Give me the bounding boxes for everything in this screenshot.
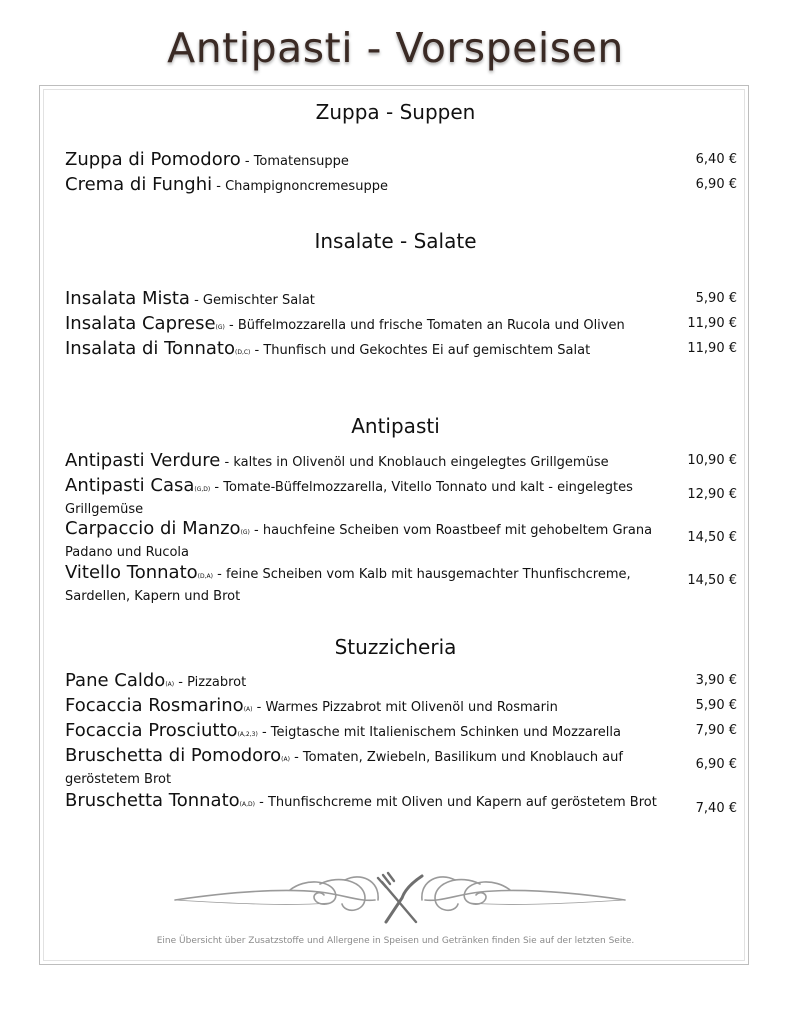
item-description: - Thunfisch und Gekochtes Ei auf gemischtem Salat [254,343,591,358]
allergen-code: (G,D) [194,486,211,493]
allergen-code: (A) [281,756,290,763]
menu-item [65,314,673,338]
item-name: Insalata Caprese [65,313,216,334]
menu-item [65,791,673,815]
cutlery-ornament-icon [170,870,630,930]
allergen-code: (A) [243,706,253,713]
allergen-code: (G) [240,529,250,536]
item-description: - feine Scheiben vom Kalb mit hausgemachter Thunfischcreme, Sardellen, Kapern und Brot [65,567,631,604]
menu-item [65,696,673,720]
item-description: - Champignoncremesuppe [216,179,388,194]
item-name: Zuppa di Pomodoro [65,149,241,170]
item-name: Bruschetta di Pomodoro [65,745,282,766]
allergen-code: (G) [215,324,225,331]
item-name: Antipasti Verdure [65,450,221,471]
item-name: Insalata di Tonnato [65,338,235,359]
menu-item [65,476,673,520]
item-price: 6,90 € [695,757,737,772]
item-price: 10,90 € [687,453,737,468]
item-description: - Tomate-Büffelmozzarella, Vitello Tonnato und kalt - eingelegtes Grillgemüse [65,480,633,517]
item-description: - Warmes Pizzabrot mit Olivenöl und Rosmarin [256,700,558,715]
item-description: - Büffelmozzarella und frische Tomaten an Rucola und Oliven [229,318,625,333]
item-price: 5,90 € [695,291,737,306]
item-price: 6,40 € [695,152,737,167]
item-price: 12,90 € [687,487,737,502]
menu-item [65,519,673,563]
menu-item [65,721,673,745]
item-price: 6,90 € [695,177,737,192]
item-price: 11,90 € [687,341,737,356]
item-name: Antipasti Casa [65,475,195,496]
item-price: 7,90 € [695,723,737,738]
menu-item [65,150,673,172]
item-name: Focaccia Rosmarino [65,695,244,716]
item-description: - Gemischter Salat [194,293,315,308]
menu-item [65,289,673,311]
section-heading-antipasti: Antipasti [351,414,440,438]
item-description: - Pizzabrot [178,675,247,690]
item-description: - Thunfischcreme mit Oliven und Kapern auf geröstetem Brot [259,795,657,810]
section-heading-stuzzicheria: Stuzzicheria [334,635,457,659]
section-heading-insalate: Insalate - Salate [314,229,477,253]
allergen-code: (D,A) [197,573,213,580]
allergen-code: (D,C) [234,349,251,356]
menu-item [65,451,673,473]
menu-item [65,671,673,695]
item-description: - Tomatensuppe [244,154,349,169]
item-name: Focaccia Prosciutto [65,720,238,741]
item-name: Bruschetta Tonnato [65,790,240,811]
item-description: - kaltes in Olivenöl und Knoblauch eingelegtes Grillgemüse [224,455,609,470]
item-price: 5,90 € [695,698,737,713]
item-price: 3,90 € [695,673,737,688]
menu-item [65,746,673,790]
item-price: 11,90 € [687,316,737,331]
item-name: Crema di Funghi [65,174,213,195]
item-name: Vitello Tonnato [65,562,198,583]
item-price: 7,40 € [695,801,737,816]
page-title: Antipasti - Vorspeisen [167,24,624,72]
item-price: 14,50 € [687,530,737,545]
item-price: 14,50 € [687,573,737,588]
menu-item [65,175,673,197]
allergen-code: (A) [165,681,175,688]
item-name: Carpaccio di Manzo [65,518,241,539]
menu-item [65,563,673,607]
item-name: Insalata Mista [65,288,190,309]
menu-item [65,339,673,363]
item-description: - hauchfeine Scheiben vom Roastbeef mit gehobeltem Grana Padano und Rucola [65,523,653,560]
allergen-code: (A,D) [239,801,255,808]
allergen-code: (A,2,3) [237,731,258,738]
item-name: Pane Caldo [65,670,166,691]
item-description: - Tomaten, Zwiebeln, Basilikum und Knoblauch auf geröstetem Brot [65,750,623,787]
section-heading-zuppa: Zuppa - Suppen [315,100,476,124]
allergen-footnote: Eine Übersicht über Zusatzstoffe und Allergene in Speisen und Getränken finden Sie auf der letzten Seite. [156,936,635,946]
item-description: - Teigtasche mit Italienischem Schinken und Mozzarella [261,725,621,740]
